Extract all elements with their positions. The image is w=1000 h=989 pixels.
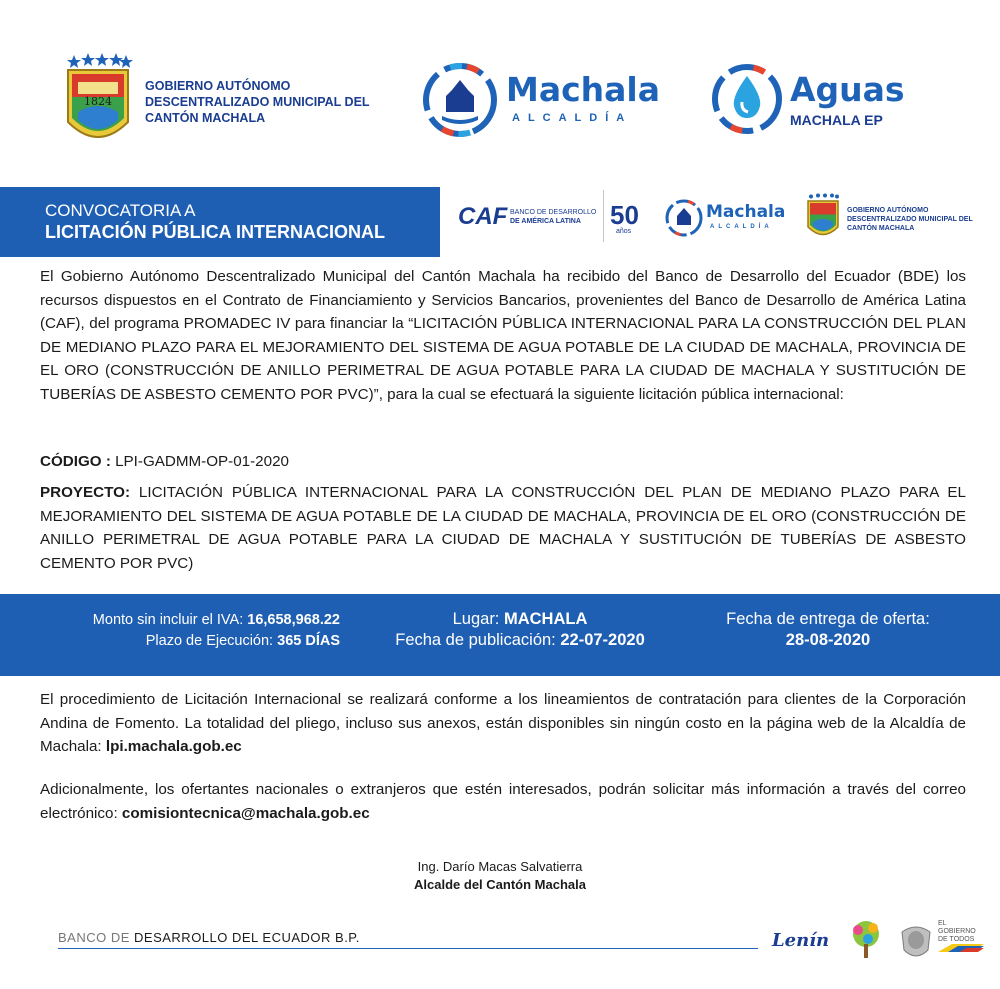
amount-value: 16,658,968.22: [247, 612, 340, 628]
gad-small-name: [847, 206, 973, 233]
deadline-value-text: 28-08-2020: [785, 631, 871, 649]
place-line: [360, 609, 680, 630]
proyecto-value: LICITACIÓN PÚBLICA INTERNACIONAL PARA LA CONSTRUCCIÓN DEL PLAN DE MEDIANO PLAZO PARA EL MEJORAMIENTO DEL SISTEMA DE AGUA POTABLE DE LA CIUDAD DE MACHALA, PROVINCIA DE EL ORO (CONSTRUCCIÓN DE ANILLO PERIMETRAL DE AGUA POTABLE PARA LA CIUDAD DE MACHALA Y SUSTITUCIÓN DE TUBERÍAS DE ASBESTO CEMENTO POR PVC): [40, 484, 966, 572]
gad-name-line: CANTÓN MACHALA: [145, 111, 266, 125]
gad-name: [145, 78, 405, 126]
codigo-label: CÓDIGO :: [40, 453, 111, 470]
codigo-value: LPI-GADMM-OP-01-2020: [110, 453, 289, 470]
flag-stripes-icon: [938, 944, 984, 952]
banner-title-line1: CONVOCATORIA A: [45, 201, 196, 220]
machala-small-emblem-icon: [664, 198, 704, 238]
machala-small-logo: [664, 198, 799, 242]
deadline-label: Fecha de entrega de oferta:: [726, 610, 930, 628]
tree-logo: [846, 918, 886, 962]
intro-paragraph: [40, 265, 966, 406]
tree-icon: [846, 918, 886, 962]
gobierno-logo: [938, 920, 988, 955]
intro-text-end: , para la cual se efectuará la siguiente licitación pública internacional:: [378, 385, 844, 403]
machala-emblem-icon: [420, 60, 500, 140]
machala-brand-name: Machala: [506, 70, 661, 109]
gad-name-line: DESCENTRALIZADO MUNICIPAL DEL: [145, 95, 370, 109]
gad-seal: [58, 52, 138, 152]
term-line: [40, 631, 340, 652]
anniversary-logo: [610, 200, 660, 240]
bde-name: DESARROLLO DEL ECUADOR B.P.: [134, 930, 360, 945]
seal-icon: [58, 52, 138, 152]
machala-small-name: Machala: [706, 202, 786, 222]
gobierno-line: DE TODOS: [938, 936, 975, 943]
anniversary-word: años: [616, 228, 632, 235]
seal-small-icon: [803, 192, 843, 242]
procedure-text: El procedimiento de Licitación Internacional se realizará conforme a los lineamientos de contratación para clientes de la Corporación Andina de Fomento. La totalidad del pliego, incluso sus anexos, están disponibles sin ningún costo en la página web de la Alcaldía de Machala:: [40, 691, 966, 755]
lenin-signature: Lenín: [772, 930, 830, 951]
additional-text: Adicionalmente, los ofertantes nacionales o extranjeros que estén interesados, podrán solicitar más información a través del correo electrónico:: [40, 781, 966, 822]
gad-small-logo: [803, 192, 973, 244]
amount-label: Monto sin incluir el IVA:: [92, 612, 248, 628]
aguas-brand-name: Aguas: [790, 70, 905, 109]
svg-text:1824: 1824: [84, 95, 112, 108]
term-value: 365 DÍAS: [277, 633, 340, 649]
additional-paragraph: [40, 778, 966, 825]
term-label: Plazo de Ejecución:: [145, 633, 278, 649]
procedure-paragraph: [40, 688, 966, 759]
publication-line: [360, 630, 680, 651]
bde-prefix: BANCO DE: [58, 930, 135, 945]
procedure-link[interactable]: lpi.machala.gob.ec: [105, 738, 242, 755]
place-label: Lugar:: [452, 610, 504, 628]
gad-small-line: DESCENTRALIZADO MUNICIPAL DEL: [847, 216, 973, 223]
caf-text-1: BANCO DE DESARROLLO: [510, 209, 597, 216]
signer-name: Ing. Darío Macas Salvatierra: [417, 859, 583, 874]
publication-value: 22-07-2020: [560, 631, 645, 649]
machala-logo: [420, 60, 670, 140]
intro-text: El Gobierno Autónomo Descentralizado Municipal del Cantón Machala ha recibido del Banco de Desarrollo del Ecuador (BDE) los recursos dispuestos en el Contrato de Financiamiento y Servicios Bancarios, provenientes del Banco de Desarrollo de América Latina (CAF), del programa PROMADEC IV para financiar la: [40, 268, 966, 332]
caf-mark: CAF: [458, 203, 508, 230]
footer-divider: [58, 948, 758, 949]
gobierno-line: GOBIERNO: [938, 928, 976, 935]
publication-label: Fecha de publicación:: [395, 631, 561, 649]
machala-small-sub: ALCALDÍA: [710, 224, 773, 230]
caf-text-2: DE AMÉRICA LATINA: [510, 218, 581, 225]
coat-of-arms-icon: [898, 922, 934, 962]
place-value: MACHALA: [503, 610, 588, 628]
bde-logo: [58, 930, 360, 945]
contact-email[interactable]: comisiontecnica@machala.gob.ec: [121, 804, 370, 822]
signer-title: Alcalde del Cantón Machala: [414, 877, 586, 892]
ecuador-shield: [898, 922, 934, 962]
aguas-brand-sub: MACHALA EP: [790, 112, 883, 128]
deadline-block: [698, 609, 958, 651]
caf-logo: [458, 203, 598, 235]
machala-brand-sub: ALCALDÍA: [512, 112, 633, 124]
codigo-line: [40, 451, 966, 472]
deadline-value: [698, 630, 958, 651]
water-drop-icon: [710, 62, 784, 136]
gad-small-line: GOBIERNO AUTÓNOMO: [847, 207, 929, 214]
aguas-logo: [710, 62, 940, 142]
partner-divider: [603, 190, 604, 242]
amount-line: [40, 610, 340, 631]
proyecto-paragraph: [40, 481, 966, 575]
proyecto-label: PROYECTO:: [40, 484, 131, 501]
anniversary-number: 50: [610, 200, 639, 230]
place-block: [360, 609, 680, 651]
gad-name-line: GOBIERNO AUTÓNOMO: [145, 79, 291, 93]
banner-title-line2: LICITACIÓN PÚBLICA INTERNACIONAL: [45, 222, 385, 242]
intro-quote: “LICITACIÓN PÚBLICA INTERNACIONAL PARA LA CONSTRUCCIÓN DEL PLAN DE MEDIANO PLAZO PARA EL MEJORAMIENTO DEL SISTEMA DE AGUA POTABLE DE LA CIUDAD DE MACHALA, PROVINCIA DE EL ORO (CONSTRUCCIÓN DE ANILLO PERIMETRAL DE AGUA POTABLE PARA LA CIUDAD DE MACHALA Y SUSTITUCIÓN DE TUBERÍAS DE ASBESTO CEMENTO POR PVC)”: [40, 315, 966, 403]
signature-block: [300, 858, 700, 894]
amount-block: [40, 610, 340, 652]
gobierno-line: EL: [938, 920, 947, 927]
gad-small-line: CANTÓN MACHALA: [847, 225, 915, 232]
